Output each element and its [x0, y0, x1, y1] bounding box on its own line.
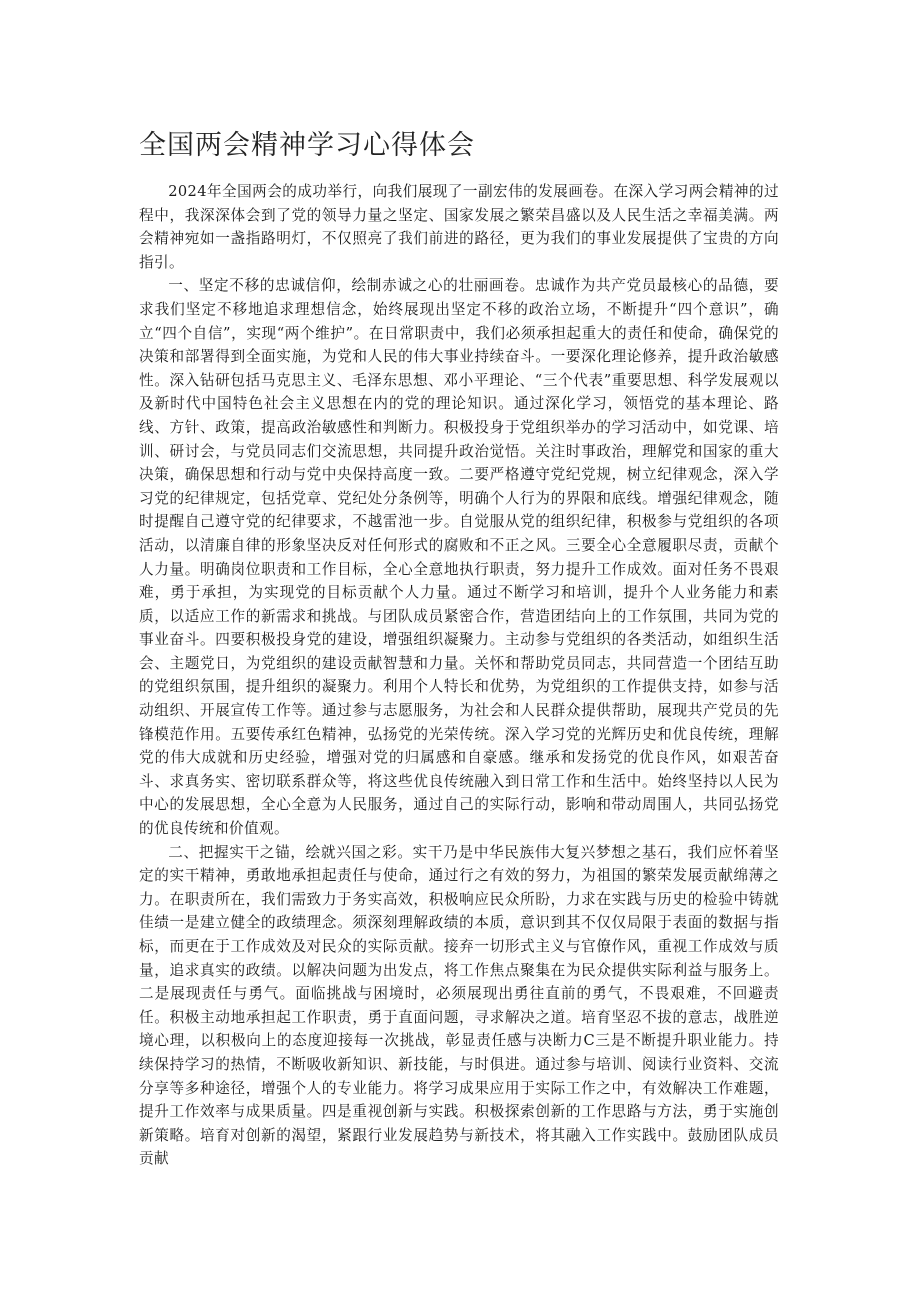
document-title: 全国两会精神学习心得体会	[139, 130, 475, 161]
paragraph-section-two: 二、把握实干之锚，绘就兴国之彩。实干乃是中华民族伟大复兴梦想之基石，我们应怀着坚定的实干精神，勇敢地承担起责任与使命，通过行之有效的努力，为祖国的繁荣发展贡献绵薄之力。在职责所在，我们需致力于务实高效，积极响应民众所盼，力求在实践与历史的检验中铸就佳绩一是建立健全的政绩理念。须深刻理解政绩的本质，意识到其不仅仅局限于表面的数据与指标，而更在于工作成效及对民众的实际贡献。接弃一切形式主义与官僚作风，重视工作成效与质量，追求真实的政绩。以解决问题为出发点，将工作焦点聚集在为民众提供实际利益与服务上。二是展现责任与勇气。面临挑战与困境时，必须展现出勇往直前的勇气，不畏艰难，不回避责任。积极主动地承担起工作职责，勇于直面问题，寻求解决之道。培育坚忍不拔的意志，战胜逆境心理，以积极向上的态度迎接每一次挑战，彰显责任感与决断力C三是不断提升职业能力。持续保持学习的热情，不断吸收新知识、新技能，与时俱进。通过参与培训、阅读行业资料、交流分享等多种途径，增强个人的专业能力。将学习成果应用于实际工作之中，有效解决工作难题，提升工作效率与成果质量。四是重视创新与实践。积极探索创新的工作思路与方法，勇于实施创新策略。培育对创新的渴望，紧跟行业发展趋势与新技术，将其融入工作实践中。鼓励团队成员贡献	[139, 843, 779, 1168]
paragraph-section-one: 一、坚定不移的忠诚信仰，绘制赤诚之心的壮丽画卷。忠诚作为共产党员最核心的品德，要求我们坚定不移地追求理想信念，始终展现出坚定不移的政治立场，不断提升“四个意识”，确立“四个自信”，实现“两个维护”。在日常职责中，我们必须承担起重大的责任和使命，确保党的决策和部署得到全面实施，为党和人民的伟大事业持续奋斗。一要深化理论修养，提升政治敏感性。深入钻研包括马克思主义、毛泽东思想、邓小平理论、“三个代表”重要思想、科学发展观以及新时代中国特色社会主义思想在内的党的理论知识。通过深化学习，领悟党的基本理论、路线、方针、政策，提高政治敏感性和判断力。积极投身于党组织举办的学习活动中，如党课、培训、研讨会，与党员同志们交流思想，共同提升政治觉悟。关注时事政治，理解党和国家的重大决策，确保思想和行动与党中央保持高度一致。二要严格遵守党纪党规，树立纪律观念，深入学习党的纪律规定，包括党章、党纪处分条例等，明确个人行为的界限和底线。增强纪律观念，随时提醒自己遵守党的纪律要求，不越雷池一步。自觉服从党的组织纪律，积极参与党组织的各项活动，以清廉自律的形象坚决反对任何形式的腐败和不正之风。三要全心全意履职尽责，贡献个人力量。明确岗位职责和工作目标，全心全意地执行职责，努力提升工作成效。面对任务不畏艰难，勇于承担，为实现党的目标贡献个人力量。通过不断学习和培训，提升个人业务能力和素质，以适应工作的新需求和挑战。与团队成员紧密合作，营造团结向上的工作氛围，共同为党的事业奋斗。四要积极投身党的建设，增强组织凝聚力。主动参与党组织的各类活动，如组织生活会、主题党日，为党组织的建设贡献智慧和力量。关怀和帮助党员同志，共同营造一个团结互助的党组织氛围，提升组织的凝聚力。利用个人特长和优势，为党组织的工作提供支持，如参与活动组织、开展宣传工作等。通过参与志愿服务，为社会和人民群众提供帮助，展现共产党员的先锋模范作用。五要传承红色精神，弘扬党的光荣传统。深入学习党的光辉历史和优良传统，理解党的伟大成就和历史经验，增强对党的归属感和自豪感。继承和发扬党的优良作风，如艰苦奋斗、求真务实、密切联系群众等，将这些优良传统融入到日常工作和生活中。始终坚持以人民为中心的发展思想，全心全意为人民服务，通过自己的实际行动，影响和带动周围人，共同弘扬党的优良传统和价值观。	[139, 277, 779, 838]
paragraph-intro: 2024年全国两会的成功举行，向我们展现了一副宏伟的发展画卷。在深入学习两会精神的过程中，我深深体会到了党的领导力量之坚定、国家发展之繁荣昌盛以及人民生活之幸福美满。两会精神宛如一盏指路明灯，不仅照亮了我们前进的路径，更为我们的事业发展提供了宝贵的方向指引。	[139, 183, 779, 271]
document-body	[139, 180, 779, 1171]
